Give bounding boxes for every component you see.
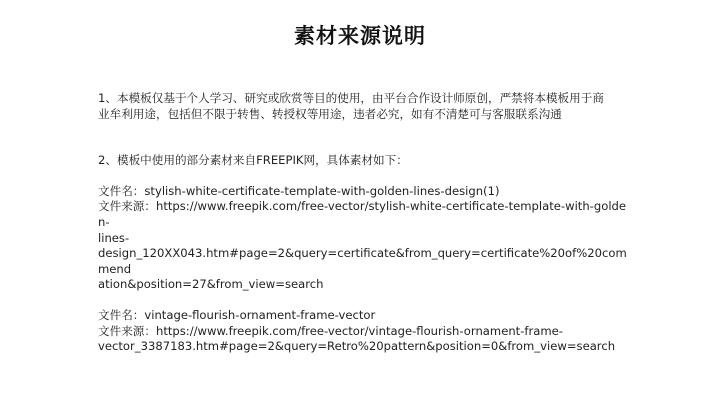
material-entry — [98, 308, 630, 355]
file-source: design_120XX043.htm#page=2&query=certificate&from_query=certificate%20of%20commend — [98, 246, 627, 276]
section-heading: 2、模板中使用的部分素材来自FREEPIK网，具体素材如下： — [98, 153, 408, 168]
file-name: 文件名：stylish-white-certificate-template-with-golden-lines-design(1) — [98, 183, 500, 198]
file-source: 文件来源：https://www.freepik.com/free-vector/vintage-flourish-ornament-frame- — [98, 323, 563, 338]
document-body — [98, 91, 630, 355]
file-source: 文件来源：https://www.freepik.com/free-vector/stylish-white-certificate-template-with-golden- — [98, 199, 627, 229]
file-source: lines- — [98, 230, 130, 245]
material-entry — [98, 184, 630, 293]
file-name: 文件名：vintage-flourish-ornament-frame-vector — [98, 307, 376, 322]
file-source: ation&position=27&from_view=search — [98, 277, 324, 292]
usage-notice — [98, 91, 630, 122]
page-title: 素材来源说明 — [294, 24, 426, 48]
file-source: vector_3387183.htm#page=2&query=Retro%20pattern&position=0&from_view=search — [98, 339, 616, 354]
notice-line: 业牟利用途，包括但不限于转售、转授权等用途，违者必究，如有不清楚可与客服联系沟通 — [98, 106, 562, 121]
notice-line: 1、本模板仅基于个人学习、研究或欣赏等目的使用，由平台合作设计师原创，严禁将本模板用于商 — [98, 91, 604, 105]
